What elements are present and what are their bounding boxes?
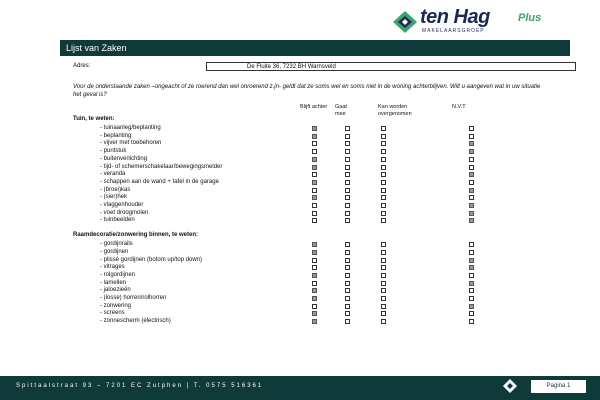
item-label: - beplanting <box>100 132 132 139</box>
checkbox-overnemen[interactable] <box>381 180 386 185</box>
checkbox-gaat-mee[interactable] <box>345 141 350 146</box>
item-label: - veranda <box>100 171 126 178</box>
checkbox-overnemen[interactable] <box>381 126 386 131</box>
checkbox-blijft-achter[interactable] <box>312 281 317 286</box>
item-label: - buitenverlichting <box>100 155 148 162</box>
checkbox-overnemen[interactable] <box>381 304 386 309</box>
checkbox-blijft-achter[interactable] <box>312 211 317 216</box>
checkbox-gaat-mee[interactable] <box>345 211 350 216</box>
logo-subtitle: MAKELAARSGROEP <box>422 28 485 34</box>
checkbox-nvt[interactable] <box>469 281 474 286</box>
checkbox-nvt[interactable] <box>469 149 474 154</box>
footer-logo-icon <box>503 379 517 393</box>
checkbox-blijft-achter[interactable] <box>312 149 317 154</box>
checkbox-nvt[interactable] <box>469 180 474 185</box>
item-label: - tijd- of schemerschakelaar/bewegingsmelder <box>100 163 223 170</box>
checkbox-nvt[interactable] <box>469 273 474 278</box>
column-header-kan: Kan worden overgenomen <box>378 104 412 117</box>
checkbox-gaat-mee[interactable] <box>345 319 350 324</box>
checkbox-blijft-achter[interactable] <box>312 165 317 170</box>
item-label: - gordijnrails <box>100 241 133 248</box>
item-label: - tuinbeelden <box>100 217 135 224</box>
checkbox-overnemen[interactable] <box>381 195 386 200</box>
item-label: - tuinaanleg/beplanting <box>100 125 161 131</box>
item-label: - screens <box>100 310 125 317</box>
checkbox-blijft-achter[interactable] <box>312 304 317 309</box>
checkbox-overnemen[interactable] <box>381 265 386 270</box>
checkbox-overnemen[interactable] <box>381 172 386 177</box>
checkbox-blijft-achter[interactable] <box>312 126 317 131</box>
checkbox-blijft-achter[interactable] <box>312 141 317 146</box>
checkbox-gaat-mee[interactable] <box>345 195 350 200</box>
checkbox-blijft-achter[interactable] <box>312 250 317 255</box>
checkbox-nvt[interactable] <box>469 188 474 193</box>
checkbox-nvt[interactable] <box>469 288 474 293</box>
logo-mark-icon <box>392 10 418 34</box>
checkbox-overnemen[interactable] <box>381 203 386 208</box>
checkbox-nvt[interactable] <box>469 203 474 208</box>
checkbox-gaat-mee[interactable] <box>345 273 350 278</box>
item-label: - rolgordijnen <box>100 271 136 278</box>
checkbox-nvt[interactable] <box>469 265 474 270</box>
section-title: Raamdecoratie/zonwering binnen, te weten: <box>73 232 199 239</box>
checkbox-blijft-achter[interactable] <box>312 258 317 263</box>
logo-swoosh: Plus <box>518 12 542 24</box>
checkbox-blijft-achter[interactable] <box>312 218 317 223</box>
checkbox-gaat-mee[interactable] <box>345 304 350 309</box>
footer-address: Spittaalstraat 93 – 7201 EC Zutphen | T. 0575 516361 <box>16 383 264 389</box>
checkbox-blijft-achter[interactable] <box>312 288 317 293</box>
checkbox-gaat-mee[interactable] <box>345 149 350 154</box>
checkbox-gaat-mee[interactable] <box>345 288 350 293</box>
checkbox-overnemen[interactable] <box>381 211 386 216</box>
checkbox-blijft-achter[interactable] <box>312 296 317 301</box>
checkbox-gaat-mee[interactable] <box>345 180 350 185</box>
checkbox-nvt[interactable] <box>469 195 474 200</box>
checkbox-overnemen[interactable] <box>381 242 386 247</box>
checkbox-gaat-mee[interactable] <box>345 250 350 255</box>
logo-brand: ten Hag <box>420 6 490 28</box>
checkbox-overnemen[interactable] <box>381 157 386 162</box>
checkbox-blijft-achter[interactable] <box>312 188 317 193</box>
checkbox-overnemen[interactable] <box>381 149 386 154</box>
checkbox-overnemen[interactable] <box>381 311 386 316</box>
checkbox-gaat-mee[interactable] <box>345 172 350 177</box>
checkbox-gaat-mee[interactable] <box>345 165 350 170</box>
checkbox-gaat-mee[interactable] <box>345 258 350 263</box>
item-label: - (sier)hek <box>100 194 128 201</box>
checkbox-overnemen[interactable] <box>381 250 386 255</box>
checkbox-overnemen[interactable] <box>381 296 386 301</box>
checkbox-nvt[interactable] <box>469 172 474 177</box>
checkbox-nvt[interactable] <box>469 165 474 170</box>
checkbox-gaat-mee[interactable] <box>345 126 350 131</box>
checkbox-gaat-mee[interactable] <box>345 134 350 139</box>
checkbox-nvt[interactable] <box>469 157 474 162</box>
checkbox-blijft-achter[interactable] <box>312 157 317 162</box>
checkbox-nvt[interactable] <box>469 258 474 263</box>
checkbox-nvt[interactable] <box>469 296 474 301</box>
address-field: De Fluite 36, 7232 BH Warnsveld <box>206 62 576 71</box>
column-header-blijft: Blijft achter <box>300 104 328 110</box>
checkbox-nvt[interactable] <box>469 250 474 255</box>
item-label: - plissé gordijnen (botom up/top down) <box>100 256 203 263</box>
checkbox-blijft-achter[interactable] <box>312 134 317 139</box>
item-label: - vitrages <box>100 264 125 271</box>
page-title: Lijst van Zaken <box>60 40 570 56</box>
checkbox-blijft-achter[interactable] <box>312 319 317 324</box>
checkbox-blijft-achter[interactable] <box>312 203 317 208</box>
checkbox-blijft-achter[interactable] <box>312 180 317 185</box>
checkbox-gaat-mee[interactable] <box>345 265 350 270</box>
item-label: - (broei)kas <box>100 186 131 193</box>
checkbox-nvt[interactable] <box>469 211 474 216</box>
column-header-gaat: Gaat mee <box>335 104 347 117</box>
item-label: - (losse) horren/rolhorren <box>100 295 167 301</box>
checkbox-overnemen[interactable] <box>381 218 386 223</box>
checkbox-overnemen[interactable] <box>381 134 386 139</box>
checklist-row <box>73 317 483 325</box>
checkbox-overnemen[interactable] <box>381 188 386 193</box>
checkbox-nvt[interactable] <box>469 126 474 131</box>
item-label: - schappen aan de wand + tafel in de garage <box>100 178 219 185</box>
item-label: - voet droogmolen <box>100 209 149 216</box>
column-header-nvt: N.V.T <box>452 104 466 110</box>
checkbox-nvt[interactable] <box>469 311 474 316</box>
checkbox-overnemen[interactable] <box>381 319 386 324</box>
section-title: Tuin, te weten: <box>73 116 115 122</box>
address-label: Adres: <box>73 63 91 69</box>
checkbox-gaat-mee[interactable] <box>345 218 350 223</box>
item-label: - zonnescherm (electrisch) <box>100 318 171 325</box>
checkbox-nvt[interactable] <box>469 141 474 146</box>
page-number: Pagina 1 <box>531 380 586 393</box>
checkbox-nvt[interactable] <box>469 242 474 247</box>
item-label: - jaloezieën <box>100 287 131 294</box>
checkbox-nvt[interactable] <box>469 134 474 139</box>
item-label: - gordijnen <box>100 248 129 255</box>
checkbox-overnemen[interactable] <box>381 141 386 146</box>
checkbox-gaat-mee[interactable] <box>345 242 350 247</box>
company-logo <box>392 8 557 36</box>
checkbox-overnemen[interactable] <box>381 273 386 278</box>
item-label: - vijver met toebehoren <box>100 140 162 147</box>
checkbox-blijft-achter[interactable] <box>312 195 317 200</box>
checkbox-nvt[interactable] <box>469 218 474 223</box>
checkbox-nvt[interactable] <box>469 304 474 309</box>
checkbox-gaat-mee[interactable] <box>345 281 350 286</box>
item-label: - zonwering <box>100 302 132 309</box>
item-label: - vlaggenhouder <box>100 202 144 208</box>
item-label: - puntstuk <box>100 148 127 155</box>
footer <box>0 376 600 400</box>
checkbox-blijft-achter[interactable] <box>312 265 317 270</box>
checkbox-gaat-mee[interactable] <box>345 203 350 208</box>
intro-text: Voor de onderstaande zaken –ongeacht of ze roerend dan wel onroerend z.jn- geldt dat ze soms wel en soms niet in de woning achterblijven. Wilt u aangeven wat in uw situatie het geval is? <box>73 84 541 98</box>
checkbox-overnemen[interactable] <box>381 288 386 293</box>
checkbox-overnemen[interactable] <box>381 258 386 263</box>
checkbox-blijft-achter[interactable] <box>312 172 317 177</box>
checkbox-blijft-achter[interactable] <box>312 242 317 247</box>
checkbox-gaat-mee[interactable] <box>345 188 350 193</box>
checkbox-gaat-mee[interactable] <box>345 311 350 316</box>
checkbox-overnemen[interactable] <box>381 165 386 170</box>
checkbox-nvt[interactable] <box>469 319 474 324</box>
checkbox-overnemen[interactable] <box>381 281 386 286</box>
checkbox-gaat-mee[interactable] <box>345 296 350 301</box>
checklist-row <box>73 216 483 224</box>
checkbox-blijft-achter[interactable] <box>312 311 317 316</box>
checkbox-blijft-achter[interactable] <box>312 273 317 278</box>
checkbox-gaat-mee[interactable] <box>345 157 350 162</box>
item-label: - lamellen <box>100 279 127 286</box>
